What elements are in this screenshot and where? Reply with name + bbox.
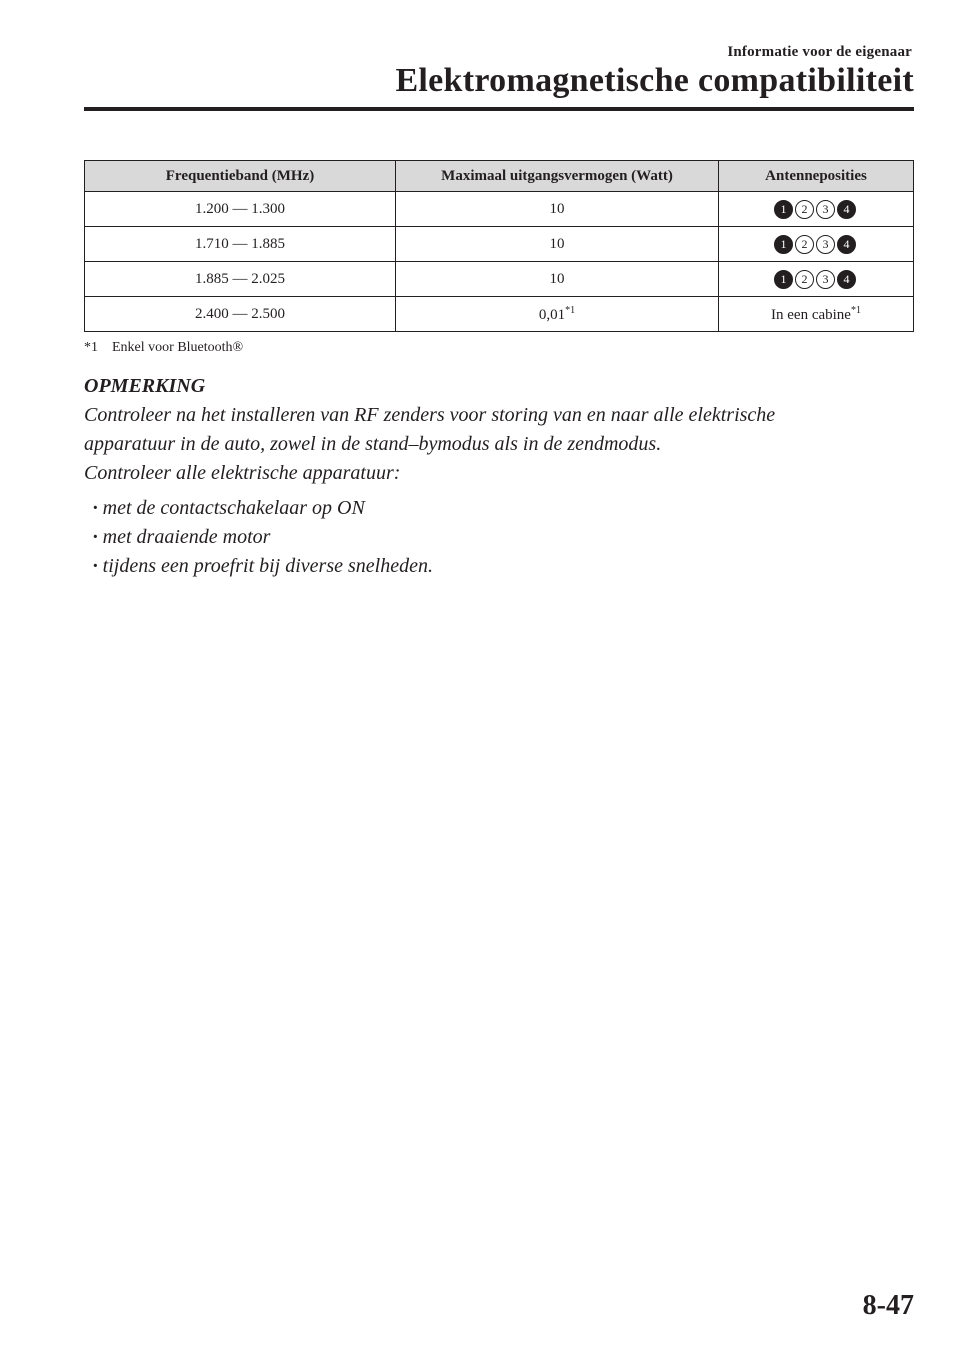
note-block xyxy=(84,372,924,488)
column-header-frequency: Frequentieband (MHz) xyxy=(85,161,396,192)
power-cell: 10 xyxy=(396,262,719,297)
antenna-positions-cell xyxy=(719,297,914,332)
circled-number-1-icon: 1 xyxy=(774,270,793,289)
column-header-power: Maximaal uitgangsvermogen (Watt) xyxy=(396,161,719,192)
page-number: 8-47 xyxy=(862,1290,914,1321)
circled-number-4-icon: 4 xyxy=(837,200,856,219)
power-cell: 10 xyxy=(396,227,719,262)
circled-number-4-icon: 4 xyxy=(837,235,856,254)
circled-number-2-icon: 2 xyxy=(795,200,814,219)
frequency-cell: 2.400 ― 2.500 xyxy=(85,297,396,332)
circled-number-1-icon: 1 xyxy=(774,235,793,254)
antenna-positions-cell xyxy=(719,227,914,262)
footnote-marker: *1 xyxy=(565,304,576,316)
note-bullet-list xyxy=(92,494,433,581)
section-label: Informatie voor de eigenaar xyxy=(727,44,912,60)
note-line: Controleer na het installeren van RF zenders voor storing van en naar alle elektrische xyxy=(84,404,776,426)
note-title: OPMERKING xyxy=(84,375,206,397)
circled-number-3-icon: 3 xyxy=(816,200,835,219)
list-item: · met de contactschakelaar op ON xyxy=(92,494,433,523)
footnote-mark: *1 xyxy=(84,340,98,355)
power-value: 0,01 xyxy=(538,306,566,323)
table-row xyxy=(85,262,914,297)
frequency-cell: 1.710 ― 1.885 xyxy=(85,227,396,262)
circled-number-2-icon: 2 xyxy=(795,235,814,254)
list-item: · met draaiende motor xyxy=(92,523,433,552)
header-divider xyxy=(84,107,914,111)
note-line: apparatuur in de auto, zowel in de stand–bymodus als in de zendmodus. xyxy=(84,433,662,455)
table-header-row xyxy=(85,161,914,192)
antenna-position-icons xyxy=(774,270,858,289)
frequency-table xyxy=(84,160,914,332)
circled-number-1-icon: 1 xyxy=(774,200,793,219)
note-line: Controleer alle elektrische apparatuur: xyxy=(84,462,401,484)
circled-number-4-icon: 4 xyxy=(837,270,856,289)
power-cell: 10 xyxy=(396,192,719,227)
frequency-cell: 1.885 ― 2.025 xyxy=(85,262,396,297)
circled-number-3-icon: 3 xyxy=(816,270,835,289)
list-item: · tijdens een proefrit bij diverse snelheden. xyxy=(92,552,433,581)
location-value: In een cabine xyxy=(771,306,851,323)
antenna-positions-cell xyxy=(719,262,914,297)
footnote xyxy=(84,340,243,356)
antenna-position-icons xyxy=(774,235,858,254)
footnote-marker: *1 xyxy=(850,304,861,316)
circled-number-2-icon: 2 xyxy=(795,270,814,289)
table-row xyxy=(85,192,914,227)
power-cell xyxy=(396,297,719,332)
frequency-cell: 1.200 ― 1.300 xyxy=(85,192,396,227)
footnote-text: Enkel voor Bluetooth® xyxy=(112,340,244,355)
table-row xyxy=(85,227,914,262)
circled-number-3-icon: 3 xyxy=(816,235,835,254)
table-row xyxy=(85,297,914,332)
page-title: Elektromagnetische compatibiliteit xyxy=(395,62,914,99)
antenna-positions-cell xyxy=(719,192,914,227)
column-header-antenna: Antenneposities xyxy=(719,161,914,192)
antenna-position-icons xyxy=(774,200,858,219)
